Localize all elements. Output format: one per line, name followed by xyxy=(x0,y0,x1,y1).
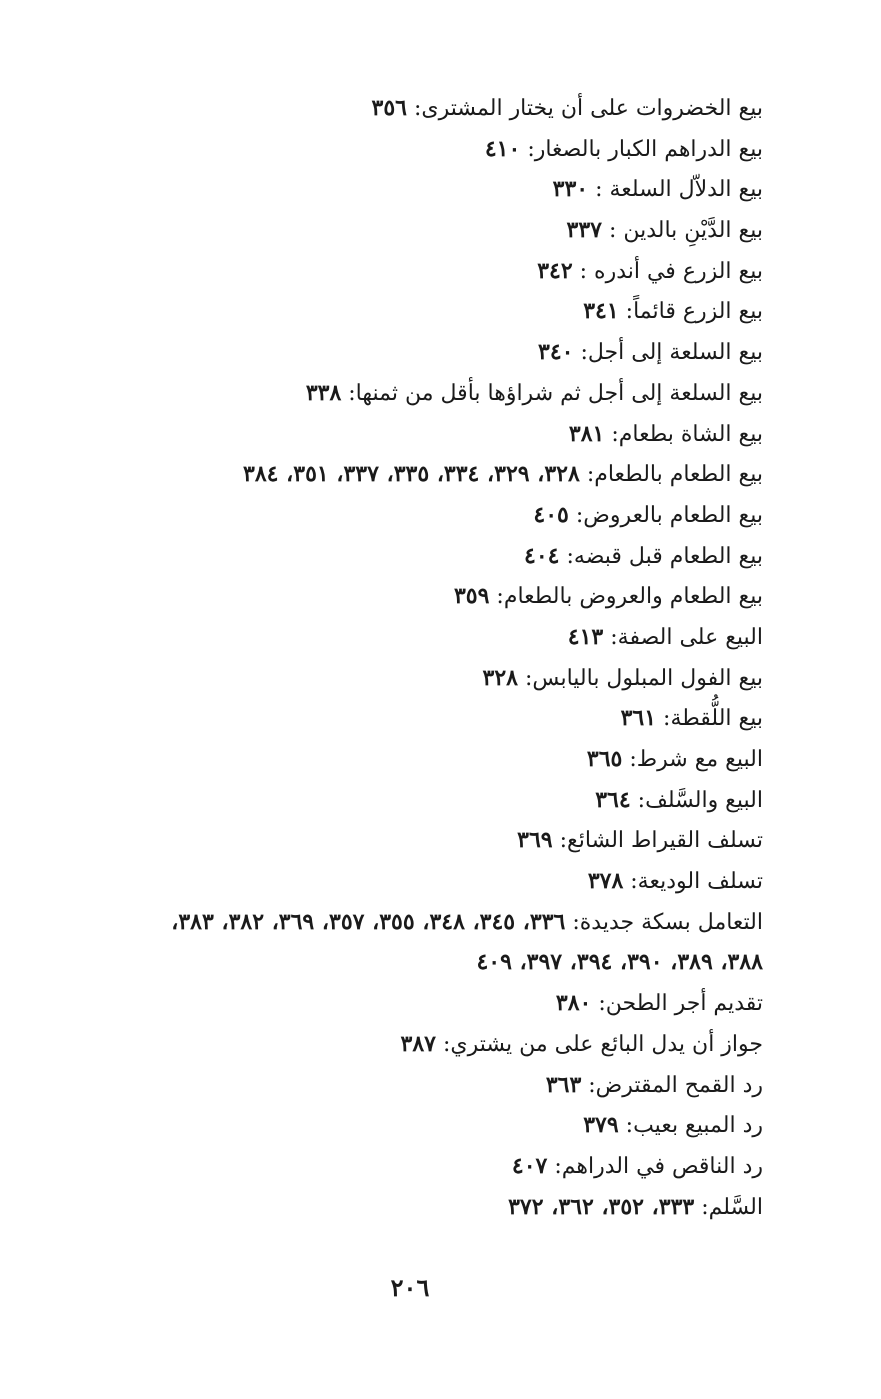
index-entry xyxy=(63,454,763,495)
index-entry xyxy=(63,820,763,861)
index-entry xyxy=(63,373,763,414)
entry-page-refs: ٤١٣ xyxy=(567,623,604,650)
entry-term: بيع الشاة بطعام: xyxy=(611,421,763,447)
entry-page-refs: ٣٦٥ xyxy=(586,746,623,772)
entry-page-refs: ٣٣٦، ٣٤٥، ٣٤٨، ٣٥٥، ٣٥٧، ٣٦٩، ٣٨٢، ٣٨٣، xyxy=(171,908,566,935)
entry-page-refs: ٤٠٥ xyxy=(533,501,569,528)
index-entry xyxy=(63,414,763,455)
entry-term: بيع الزرع قائماً: xyxy=(625,299,763,325)
entry-page-refs: ٣٦٤ xyxy=(595,786,631,813)
entry-page-refs: ٣٣٧ xyxy=(566,217,602,244)
entry-term: بيع الطعام والعروض بالطعام: xyxy=(496,584,763,610)
entry-term: بيع الزرع في أندره : xyxy=(579,258,763,284)
entry-term: بيع السلعة إلى أجل: xyxy=(580,340,763,366)
index-entry xyxy=(63,658,763,699)
index-entry xyxy=(63,291,763,332)
entry-term: بيع السلعة إلى أجل ثم شراؤها بأقل من ثمنها: xyxy=(348,380,763,406)
entry-term: بيع الدَّيْنِ بالدين : xyxy=(608,218,763,244)
index-entry xyxy=(63,698,763,739)
entry-term: بيع الدلاّل السلعة : xyxy=(595,177,763,203)
index-entry xyxy=(63,902,763,943)
entry-term: رد الناقص في الدراهم: xyxy=(554,1153,763,1179)
entry-term: بيع الطعام بالطعام: xyxy=(586,462,763,488)
index-list xyxy=(63,88,763,1227)
entry-page-refs: ٣٨٨، ٣٨٩، ٣٩٠، ٣٩٤، ٣٩٧، ٤٠٩ xyxy=(476,949,763,976)
index-entry xyxy=(63,169,763,210)
index-entry xyxy=(63,1146,763,1187)
index-entry xyxy=(63,739,763,780)
entry-page-refs: ٣٨٧ xyxy=(400,1030,436,1057)
entry-term: التعامل بسكة جديدة: xyxy=(572,909,763,935)
entry-term: السَّلم: xyxy=(701,1194,763,1220)
entry-term: بيع الطعام بالعروض: xyxy=(575,502,763,528)
entry-term: البيع على الصفة: xyxy=(610,624,763,650)
index-entry xyxy=(63,983,763,1024)
entry-page-refs: ٣٤٠ xyxy=(538,339,574,366)
index-entry xyxy=(63,1024,763,1065)
entry-page-refs: ٤٠٧ xyxy=(511,1152,548,1179)
index-entry xyxy=(63,210,763,251)
entry-term: تسلف الوديعة: xyxy=(630,869,763,895)
index-entry xyxy=(63,129,763,170)
entry-page-refs: ٣٦٩ xyxy=(517,827,553,854)
entry-page-refs: ٣٨١ xyxy=(568,420,605,447)
entry-term: بيع اللُّقطة: xyxy=(663,706,763,732)
entry-term: جواز أن يدل البائع على من يشتري: xyxy=(442,1031,763,1057)
index-entry xyxy=(63,536,763,577)
entry-term: بيع الدراهم الكبار بالصغار: xyxy=(527,136,763,162)
page-number: ٢٠٦ xyxy=(390,1273,430,1302)
entry-term: تسلف القيراط الشائع: xyxy=(559,828,763,854)
index-entry xyxy=(63,88,763,129)
entry-page-refs: ٣٤٢ xyxy=(537,257,573,284)
index-entry xyxy=(63,1187,763,1228)
index-entry xyxy=(63,332,763,373)
entry-page-refs: ٣٥٦ xyxy=(371,95,407,121)
entry-page-refs: ٣٦١ xyxy=(620,705,657,732)
entry-page-refs: ٣٣٨ xyxy=(305,379,342,406)
entry-page-refs: ٣٢٨ xyxy=(482,664,518,691)
entry-page-refs: ٣٢٨، ٣٢٩، ٣٣٤، ٣٣٥، ٣٣٧، ٣٥١، ٣٨٤ xyxy=(243,461,580,488)
entry-term: رد المبيع بعيب: xyxy=(625,1113,763,1139)
entry-page-refs: ٣٧٨ xyxy=(587,868,624,895)
entry-term: البيع والسَّلف: xyxy=(637,787,763,813)
index-entry xyxy=(63,495,763,536)
entry-page-refs: ٣٥٩ xyxy=(453,583,490,610)
entry-page-refs: ٣٦٣ xyxy=(545,1071,582,1098)
entry-term: بيع الخضروات على أن يختار المشترى: xyxy=(414,96,763,121)
index-entry-continuation xyxy=(63,942,763,983)
entry-page-refs: ٣٧٩ xyxy=(583,1112,619,1139)
entry-term: بيع الفول المبلول باليابس: xyxy=(524,665,763,691)
index-entry xyxy=(63,861,763,902)
index-entry xyxy=(63,780,763,821)
entry-term: بيع الطعام قبل قبضه: xyxy=(566,543,763,569)
index-entry xyxy=(63,617,763,658)
index-entry xyxy=(63,251,763,292)
index-entry xyxy=(63,576,763,617)
entry-page-refs: ٣٣٠ xyxy=(552,176,589,203)
entry-term: رد القمح المقترض: xyxy=(588,1072,763,1098)
index-entry xyxy=(63,1105,763,1146)
entry-page-refs: ٤١٠ xyxy=(484,135,521,162)
index-entry xyxy=(63,1065,763,1106)
entry-page-refs: ٣٤١ xyxy=(583,298,619,325)
entry-page-refs: ٣٨٠ xyxy=(555,990,592,1017)
entry-page-refs: ٣٣٣، ٣٥٢، ٣٦٢، ٣٧٢ xyxy=(508,1193,695,1220)
entry-term: تقديم أجر الطحن: xyxy=(598,991,763,1017)
entry-term: البيع مع شرط: xyxy=(629,747,763,772)
entry-page-refs: ٤٠٤ xyxy=(524,542,560,569)
